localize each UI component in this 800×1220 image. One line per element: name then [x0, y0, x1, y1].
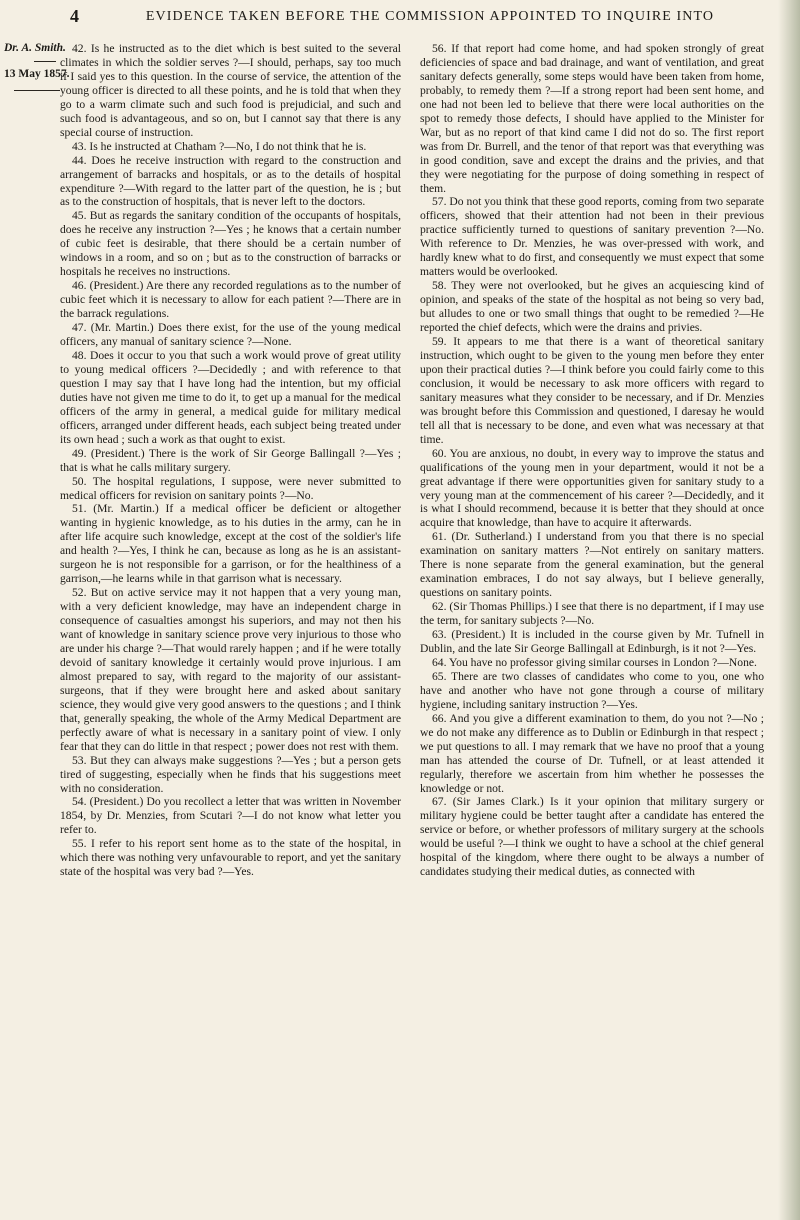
margin-witness-name: Dr. A. Smith. — [4, 42, 66, 54]
paragraph-44: 44. Does he receive instruction with regard to the construction and arrangement of barracks and hospitals, or as to the details of hospital expenditure ?—With regard to the latter part of the question, he is ; but as to the construction of hospitals, that is never left to the doctors. — [60, 153, 401, 209]
paragraph-53: 53. But they can always make suggestions ?—Yes ; but a person gets tired of suggesting, especially when he finds that his suggestions meet with no consideration. — [60, 753, 401, 795]
paragraph-45: 45. But as regards the sanitary condition of the occupants of hospitals, does he receive any instruction ?—Yes ; he knows that a certain number of cubic feet is desirable, that there should be a certain number of windows in a room, and so on ; but as to the construction of barracks or hospitals he receives no instructions. — [60, 209, 401, 279]
paragraph-43: 43. Is he instructed at Chatham ?—No, I do not think that he is. — [72, 139, 367, 153]
paragraph-57: 57. Do not you think that these good reports, coming from two separate officers, showed that their attention had not been in their previous practice sufficiently turned to questions of sanitary prevention ?—No. With reference to Dr. Menzies, he was over-pressed with work, and hardly knew what to do first, and consequently we must expect that some matters would be overlooked. — [420, 195, 764, 279]
margin-rule — [34, 61, 56, 62]
paragraph-59: 59. It appears to me that there is a want of theoretical sanitary instruction, which ought to be given to the young men before they enter upon their practical duties ?—I think before you could fairly come to this conclusion, it would be necessary to ask more officers with regard to sanitary measures what they consider to be necessary, and if Dr. Menzies was brought before this Commission and questioned, I daresay he would tell all that is necessary to be done, and even what was necessary at that time. — [420, 335, 764, 446]
paragraph-55: 55. I refer to his report sent home as to the state of the hospital, in which there was nothing very unfavourable to report, and yet the sanitary state of the hospital was very bad ?—Yes. — [60, 837, 401, 879]
left-column — [60, 42, 401, 1214]
paragraph-49: 49. (President.) There is the work of Sir George Ballingall ?—Yes ; that is what he calls military surgery. — [60, 446, 401, 474]
running-title: EVIDENCE TAKEN BEFORE THE COMMISSION APPOINTED TO INQUIRE INTO — [145, 9, 715, 24]
paragraph-65: 65. There are two classes of candidates who come to you, one who have and another who have not gone through a course of military hygiene, including sanitary instruction ?—Yes. — [420, 669, 764, 711]
page-number: 4 — [70, 6, 79, 26]
paragraph-67: 67. (Sir James Clark.) Is it your opinion that military surgery or military hygiene could be better taught after a candidate has entered the service or before, or whether professors of military surgery at the schools would be useful ?—I think we ought to have a school at the chief general hospital of the kingdom, where there ought to be always a number of candidates studying their medical duties, as connected with — [420, 795, 764, 879]
right-column — [420, 42, 764, 1214]
paragraph-50: 50. The hospital regulations, I suppose, were never submitted to medical officers for revision on sanitary points ?—No. — [60, 474, 401, 502]
paragraph-61: 61. (Dr. Sutherland.) I understand from you that there is no special examination on sanitary matters ?—Not entirely on sanitary matters. There is none separate from the general examination, but the general examination embraces, I do not say always, but I believe generally, questions on sanitary points. — [420, 530, 764, 600]
paragraph-56: 56. If that report had come home, and had spoken strongly of great deficiencies of space and bad drainage, and want of ventilation, and great sanitary defects generally, some steps would have been taken from home, probably, to remedy them ?—If a strong report had been sent home, and one had not been led to believe that there were local authorities on the spot to remedy those defects, I should have applied to the Minister for War, but as no report of that kind came I did not do so. The first report was from Dr. Burrell, and the tenor of that report was that everything was in good condition, save and except the drains and the privies, and that they were negotiating for the purpose of doing something in respect of them. — [420, 42, 764, 195]
paragraph-60: 60. You are anxious, no doubt, in every way to improve the status and qualifications of the young men in your department, would it not be a great advantage if there were opportunities given for sanitary study to a very young man at the commencement of his career ?—Decidedly, and it is what I should recommend, because it is better that they should at once acquire that knowledge, than have to acquire it afterwards. — [420, 446, 764, 530]
paragraph-52: 52. But on active service may it not happen that a very young man, with a very deficient knowledge, may have an independent charge in consequence of casualties amongst his superiors, and may not then his want of knowledge in sanitary science prove very injurious to those who are under his charge ?—That would rarely happen ; and if he were totally devoid of sanitary knowledge it certainly would prove injurious. I am almost prepared to say, with regard to the majority of our assistant-surgeons, that if they were brought here and asked about sanitary science, they would give very good answers to the questions ; and I think that, generally speaking, the whole of the Army Medical Department are perfectly aware of what is necessary in a sanitary point of view. I only fear that they can do little in that respect ; power does not rest with them. — [60, 586, 401, 753]
paragraph-46: 46. (President.) Are there any recorded regulations as to the number of cubic feet which it is necessary to allow for each patient ?—There are in the barrack regulations. — [60, 279, 401, 321]
paragraph-42: 42. Is he instructed as to the diet which is best suited to the several climates in which the soldier serves ?—I should, perhaps, say too much if I said yes to this question. In the course of service, the attention of the young officer is directed to all these points, and he is told that when they go to a warm climate such and such food is prejudicial, and such and such food is advantageous, and so on, but I cannot say that there is any special course of instruction. — [60, 42, 401, 139]
paragraph-48: 48. Does it occur to you that such a work would prove of great utility to young medical officers ?—Decidedly ; and with reference to that question I may say that I have long had the intention, but my official duties have not given me time to do it, to get up a manual for the medical officers of the army in general, a medical guide for military medical officers, arranged under different heads, each subject being treated under its own head ; such a work as that ought to exist. — [60, 348, 401, 446]
paragraph-62: 62. (Sir Thomas Phillips.) I see that there is no department, if I may use the term, for sanitary subjects ?—No. — [420, 600, 764, 628]
paragraph-63: 63. (President.) It is included in the course given by Mr. Tufnell in Dublin, and the late Sir George Ballingall at Edinburgh, is it not ?—Yes. — [420, 628, 764, 655]
paragraph-58: 58. They were not overlooked, but he gives an acquiescing kind of opinion, and speaks of the state of the hospital as not being so very bad, but alludes to one or two small things that ought to be remedied ?—He reported the chief defects, which were the drains and privies. — [420, 279, 764, 335]
paragraph-51: 51. (Mr. Martin.) If a medical officer be deficient or altogether wanting in hygienic knowledge, as to his duties in the army, can he in after life acquire such knowledge, except at the cost of the soldier's life and health ?—Yes, I think he can, because as long as he is an assistant-surgeon he is not responsible for a garrison, or for the healthiness of a garrison,—he learns while in that garrison what is necessary. — [60, 502, 401, 586]
paragraph-47: 47. (Mr. Martin.) Does there exist, for the use of the young medical officers, any manual of sanitary science ?—None. — [60, 321, 401, 349]
margin-date: 13 May 1857. — [4, 68, 70, 80]
paragraph-54: 54. (President.) Do you recollect a letter that was written in November 1854, by Dr. Menzies, from Scutari ?—I do not know what letter you refer to. — [60, 795, 401, 837]
paragraph-66: 66. And you give a different examination to them, do you not ?—No ; we do not make any difference as to Dublin or Edinburgh in that respect ; we put questions to all. I may remark that we have no proof that a young man has attended the course of Dr. Tufnell, or at least attended it regularly, therefore we ascertain from him whether he possesses the knowledge or not. — [420, 711, 764, 795]
page-edge-shadow — [778, 0, 800, 1220]
paragraph-64: 64. You have no professor giving similar courses in London ?—None. — [432, 655, 757, 669]
margin-rule — [14, 90, 60, 91]
